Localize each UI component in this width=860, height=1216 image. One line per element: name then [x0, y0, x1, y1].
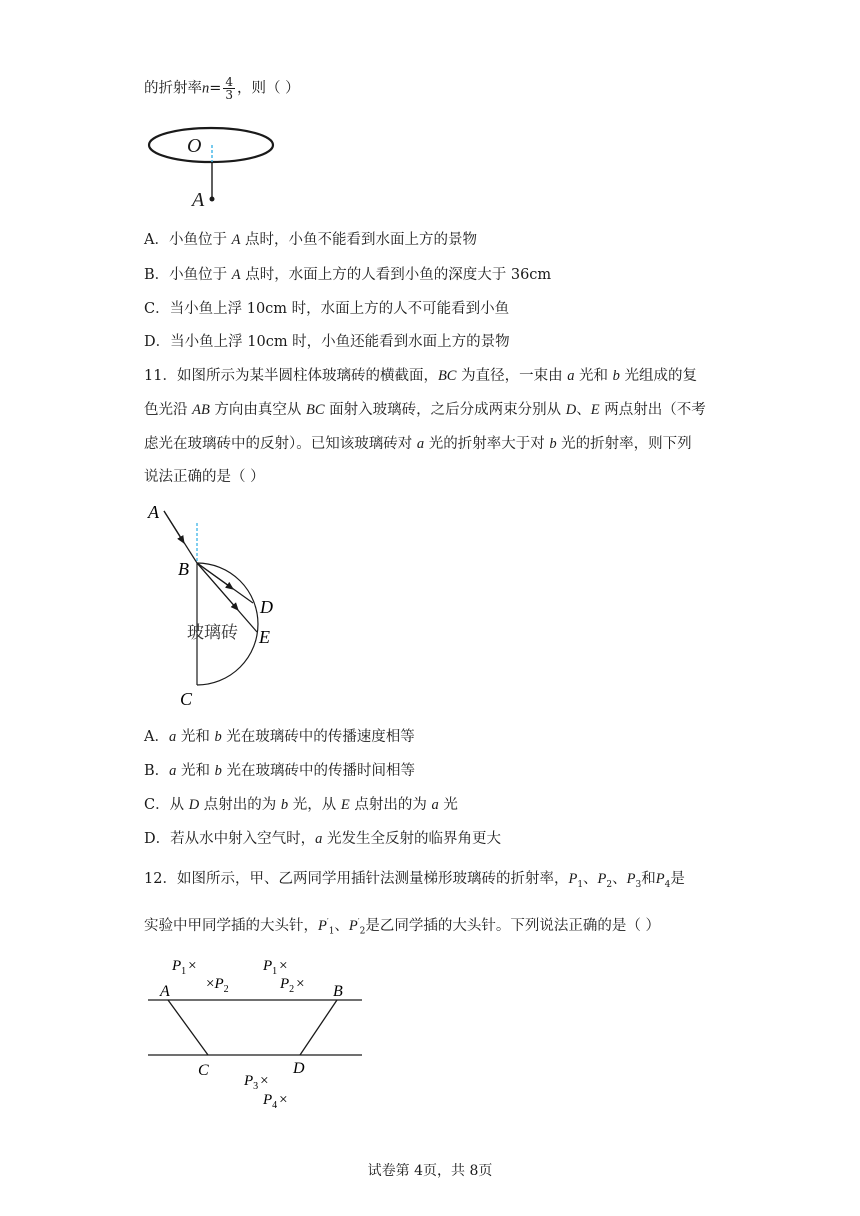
- q11-option-d: [144, 829, 501, 849]
- option-text: 点时，小鱼不能看到水面上方的景物: [240, 232, 478, 248]
- q11-stem-line-3: [144, 434, 692, 454]
- var-p: P: [318, 917, 327, 934]
- var-bc: BC: [306, 402, 325, 418]
- label-b: B: [178, 559, 189, 579]
- var-b: b: [612, 368, 620, 384]
- pin-p4: $P_4$ ×: [263, 1092, 288, 1111]
- q11-text: 色光沿: [144, 402, 193, 418]
- prime-mark: ′: [326, 917, 329, 926]
- subscript: 4: [664, 879, 671, 890]
- q11-stem-line-2: [144, 400, 706, 420]
- edge-ac: [168, 1000, 208, 1055]
- var-n: n: [202, 80, 210, 97]
- var-d: D: [565, 402, 577, 418]
- q12-text: 实验中甲同学插的大头针，: [144, 917, 318, 934]
- fraction-numerator: 4: [225, 75, 234, 89]
- q11-text: 光的折射率，则下列: [556, 436, 692, 452]
- label-a: A: [160, 983, 170, 1000]
- option-text: 光和: [176, 729, 215, 745]
- refracted-arrow-e: [197, 563, 238, 610]
- q11-figure: [140, 495, 300, 720]
- option-text: 若从水中射入空气时，: [170, 831, 316, 847]
- label-c: C: [198, 1062, 209, 1079]
- var-a: a: [567, 368, 575, 384]
- option-text: 光在玻璃砖中的传播速度相等: [221, 729, 415, 745]
- label-d: D: [260, 597, 273, 617]
- q12-figure: [140, 950, 370, 1120]
- option-text: 当小鱼上浮 10cm 时，水面上方的人不可能看到小鱼: [169, 301, 510, 317]
- q11-text: 为直径，一束由: [456, 368, 568, 384]
- option-letter: D．: [144, 831, 171, 847]
- var-p: P: [655, 871, 665, 887]
- q11-text: 方向由真空从: [209, 402, 307, 418]
- var-a: a: [169, 763, 177, 779]
- q10-stem-text: 的折射率: [144, 80, 202, 97]
- q10-option-a: [144, 230, 477, 250]
- option-text: 点时，水面上方的人看到小鱼的深度大于 36cm: [240, 267, 552, 283]
- q10-figure: [140, 118, 290, 213]
- var-a: a: [431, 797, 439, 813]
- fraction-4-3: [223, 76, 235, 101]
- q11-text: 、: [576, 402, 591, 418]
- q11-option-a: [144, 727, 415, 747]
- var-a: A: [231, 267, 241, 283]
- q12-stem-line-2: [144, 912, 660, 942]
- equals-sign: =: [209, 80, 222, 97]
- q11-stem-line-4: [144, 467, 265, 487]
- var-a: a: [416, 436, 425, 452]
- q12-text: 、: [583, 871, 598, 887]
- option-text: 点射出的为: [199, 797, 281, 813]
- option-letter: A．: [144, 729, 169, 745]
- refracted-arrow-d: [197, 563, 233, 589]
- q12-text: 是乙同学插的大头针。下列说法正确的是（ ）: [365, 917, 660, 934]
- option-text: 光: [438, 797, 458, 813]
- var-b: b: [549, 436, 557, 452]
- pin-p2: $\times P_2$: [206, 976, 229, 995]
- q12-text: 、: [334, 917, 349, 934]
- var-e: E: [590, 402, 600, 418]
- page-footer: 试卷第 4页，共 8页: [367, 1163, 493, 1179]
- option-letter: D．: [144, 334, 171, 350]
- label-a: A: [192, 189, 205, 211]
- label-a: A: [148, 502, 159, 522]
- subscript: 3: [635, 879, 642, 890]
- subscript: 1: [328, 926, 335, 937]
- pin-p1-prime: $P_1$ ×: [263, 958, 288, 977]
- option-text: 从: [169, 797, 189, 813]
- option-text: 小鱼位于: [168, 232, 232, 248]
- q12-text: 是: [670, 871, 685, 887]
- q10-option-c: [144, 299, 509, 319]
- label-e: E: [259, 627, 270, 647]
- q10-stem-suffix: ，则（ ）: [237, 80, 300, 97]
- q11-text: 面射入玻璃砖，之后分成两束分别从: [324, 402, 566, 418]
- edge-bd: [300, 1000, 337, 1055]
- q11-text: 11．如图所示为某半圆柱体玻璃砖的横截面，: [144, 368, 438, 384]
- var-b: b: [280, 797, 289, 813]
- pin-p2-prime: $P_2$ ×: [280, 976, 305, 995]
- q11-text: 虑光在玻璃砖中的反射）。已知该玻璃砖对: [144, 436, 417, 452]
- fraction-denominator: 3: [225, 88, 234, 102]
- label-glass: 玻璃砖: [187, 623, 238, 642]
- var-e: E: [340, 797, 350, 813]
- var-d: D: [188, 797, 200, 813]
- option-letter: C．: [144, 797, 170, 813]
- q10-stem-line: [144, 76, 300, 101]
- var-a: a: [168, 729, 177, 745]
- option-text: 点射出的为: [349, 797, 432, 813]
- var-a: a: [315, 831, 323, 847]
- q10-option-d: [144, 332, 510, 352]
- var-p: P: [597, 871, 607, 887]
- option-text: 光和: [176, 763, 215, 779]
- q11-text: 光和: [574, 368, 613, 384]
- fish-point: [210, 197, 215, 202]
- option-text: 当小鱼上浮 10cm 时，小鱼还能看到水面上方的景物: [170, 334, 510, 350]
- var-ab: AB: [192, 402, 210, 418]
- pin-p1: $P_1$ ×: [172, 958, 197, 977]
- var-a: A: [231, 232, 241, 248]
- option-text: 光，从: [288, 797, 341, 813]
- option-letter: A．: [144, 232, 169, 248]
- q11-text: 说法正确的是（ ）: [144, 469, 265, 485]
- label-o: O: [187, 135, 202, 157]
- pin-p3: $P_3$ ×: [244, 1073, 269, 1092]
- incident-arrow: [164, 511, 184, 543]
- q11-option-c: [144, 795, 458, 815]
- q11-text: 光组成的复: [619, 368, 698, 384]
- prime-mark: ′: [357, 917, 360, 926]
- var-p: P: [568, 871, 578, 887]
- label-d: D: [293, 1060, 305, 1077]
- q11-option-b: [144, 761, 415, 781]
- q12-text: 和: [641, 871, 656, 887]
- option-text: 小鱼位于: [169, 267, 232, 283]
- label-b: B: [333, 983, 343, 1000]
- q11-stem-line-1: [144, 366, 697, 386]
- var-p: P: [626, 871, 636, 887]
- option-letter: B．: [144, 763, 170, 779]
- pond-ellipse: [149, 128, 273, 162]
- option-letter: C．: [144, 301, 170, 317]
- q12-text: 、: [612, 871, 627, 887]
- option-text: 光发生全反射的临界角更大: [322, 831, 501, 847]
- q12-stem-line-1: [144, 869, 685, 895]
- var-bc: BC: [437, 368, 457, 384]
- var-b: b: [214, 763, 222, 779]
- subscript: 1: [577, 879, 584, 890]
- q10-option-b: [144, 265, 551, 285]
- q11-text: 光的折射率大于对: [424, 436, 550, 452]
- var-b: b: [214, 729, 222, 745]
- option-text: 光在玻璃砖中的传播时间相等: [221, 763, 415, 779]
- q11-text: 两点射出（不考: [599, 402, 706, 418]
- subscript: 2: [606, 879, 613, 890]
- subscript: 2: [359, 926, 366, 937]
- var-p: P: [348, 917, 358, 934]
- option-letter: B．: [144, 267, 170, 283]
- q12-text: 12．如图所示，甲、乙两同学用插针法测量梯形玻璃砖的折射率，: [144, 871, 569, 887]
- label-c: C: [180, 689, 193, 709]
